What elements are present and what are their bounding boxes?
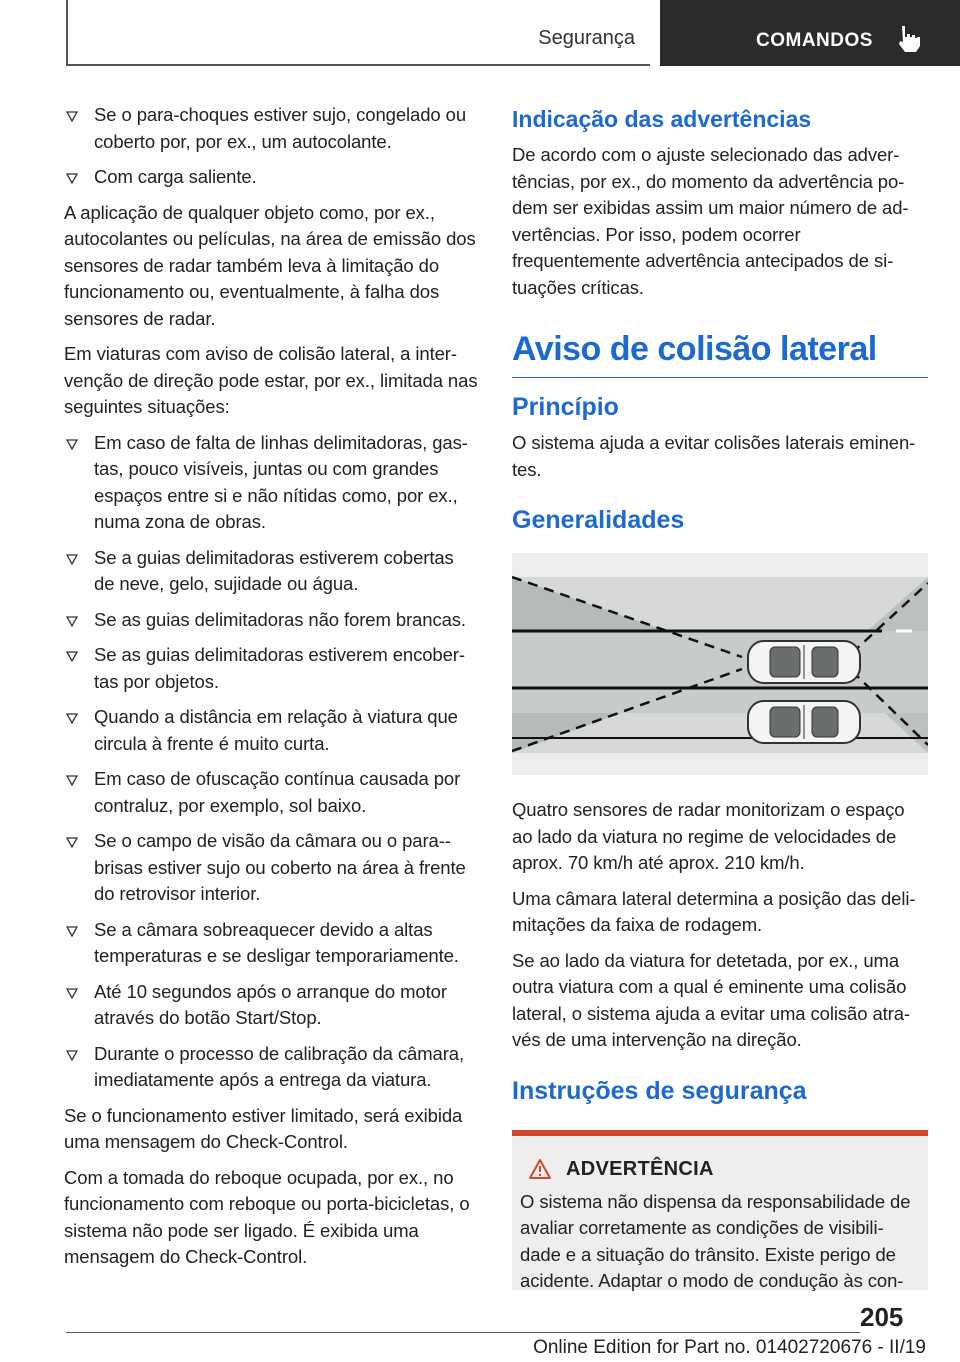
list-item: Até 10 segundos após o arranque do motor através do botão Start/Stop. (64, 979, 478, 1032)
limitations-list-b (64, 430, 478, 1094)
triangle-bullet-icon (66, 926, 78, 937)
footer-rule (66, 1332, 860, 1333)
hand-pointer-icon (896, 24, 922, 54)
triangle-bullet-icon (66, 988, 78, 999)
header-section-title: Segurança (538, 27, 635, 49)
heading-general: Generalidades (512, 506, 685, 534)
triangle-bullet-icon (66, 713, 78, 724)
header-rule-vertical (66, 0, 68, 66)
warning-triangle-icon (528, 1158, 552, 1180)
footer-edition: Online Edition for Part no. 01402720676 - II/19 (533, 1337, 926, 1358)
paragraph: Se o funcionamento estiver limitado, será exibida uma mensagem do Check-Control. (64, 1104, 463, 1152)
list-item: Se o para-choques estiver sujo, congelado ou coberto por, por ex., um autocolante. (64, 102, 478, 155)
paragraph: De acordo com o ajuste selecionado das adver-tências, por ex., do momento da advertência po-dem ser exibidas assim um maior número de ad-vertências. Por isso, podem ocorrer frequentemente advertência antecipados de si-tuações críticas. (512, 144, 909, 298)
car-icon (748, 701, 860, 743)
warning-title: ADVERTÊNCIA (566, 1157, 714, 1180)
paragraph: Quatro sensores de radar monitorizam o espaço ao lado da viatura no regime de velocidades de aprox. 70 km/h até aprox. 210 km/h. (512, 799, 905, 873)
triangle-bullet-icon (66, 1050, 78, 1061)
heading-side-collision-warning: Aviso de colisão lateral (512, 329, 928, 378)
limitations-list-a (64, 102, 478, 191)
triangle-bullet-icon (66, 173, 78, 184)
radar-coverage-illustration (512, 553, 928, 775)
warning-text: O sistema não dispensa da responsabilidade de avaliar corretamente as condições de visibili-dade e a situação do trânsito. Existe perigo de acidente. Adaptar o modo de condução às con- (520, 1190, 911, 1291)
list-item: Em caso de falta de linhas delimitadoras, gas-tas, pouco visíveis, juntas ou com grandes espaços entre si e não nítidas como, por ex., numa zona de obras. (64, 430, 478, 536)
list-item: Com carga saliente. (64, 164, 478, 191)
paragraph: O sistema ajuda a evitar colisões laterais eminen-tes. (512, 432, 916, 480)
warning-header (520, 1158, 922, 1181)
list-item: Em caso de ofuscação contínua causada por contraluz, por exemplo, sol baixo. (64, 766, 478, 819)
page-number: 205 (860, 1302, 904, 1332)
list-item: Durante o processo de calibração da câmara, imediatamente após a entrega da viatura. (64, 1041, 478, 1094)
list-item: Se as guias delimitadoras não forem brancas. (64, 607, 478, 634)
triangle-bullet-icon (66, 837, 78, 848)
header-rule-horizontal (66, 64, 650, 66)
triangle-bullet-icon (66, 651, 78, 662)
list-item: Se a guias delimitadoras estiverem cobertas de neve, gelo, sujidade ou água. (64, 545, 478, 598)
list-item: Quando a distância em relação à viatura que circula à frente é muito curta. (64, 704, 478, 757)
heading-warnings-display: Indicação das advertências (512, 106, 812, 132)
triangle-bullet-icon (66, 554, 78, 565)
triangle-bullet-icon (66, 775, 78, 786)
warning-box (512, 1130, 928, 1290)
right-column (512, 102, 928, 1290)
triangle-bullet-icon (66, 616, 78, 627)
triangle-bullet-icon (66, 439, 78, 450)
paragraph: Em viaturas com aviso de colisão lateral, a inter-venção de direção pode estar, por ex., limitada nas seguintes situações: (64, 343, 478, 417)
left-column (64, 102, 478, 1280)
paragraph: Uma câmara lateral determina a posição das deli-mitações da faixa de rodagem. (512, 887, 916, 935)
header-chapter-tab (660, 0, 960, 66)
list-item: Se o campo de visão da câmara ou o para--brisas estiver sujo ou coberto na área à frente do retrovisor interior. (64, 828, 478, 908)
paragraph: Se ao lado da viatura for detetada, por ex., uma outra viatura com a qual é eminente uma colisão lateral, o sistema ajuda a evitar uma colisão atra-vés de uma intervenção na direção. (512, 949, 910, 1050)
heading-principle: Princípio (512, 393, 619, 421)
heading-safety-instructions: Instruções de segurança (512, 1076, 807, 1105)
triangle-bullet-icon (66, 111, 78, 122)
header-chapter-label: COMANDOS (756, 30, 873, 51)
paragraph: A aplicação de qualquer objeto como, por ex., autocolantes ou películas, na área de emissão dos sensores de radar também leva à limitação do funcionamento ou, eventualmente, à falha dos sensores de radar. (64, 201, 476, 329)
list-item: Se as guias delimitadoras estiverem encober-tas por objetos. (64, 642, 478, 695)
radar-diagram-svg (512, 553, 928, 775)
list-item: Se a câmara sobreaquecer devido a altas temperaturas e se desligar temporariamente. (64, 917, 478, 970)
car-icon (748, 641, 860, 683)
paragraph: Com a tomada do reboque ocupada, por ex., no funcionamento com reboque ou porta-bicicletas, o sistema não pode ser ligado. É exibida uma mensagem do Check-Control. (64, 1166, 470, 1267)
